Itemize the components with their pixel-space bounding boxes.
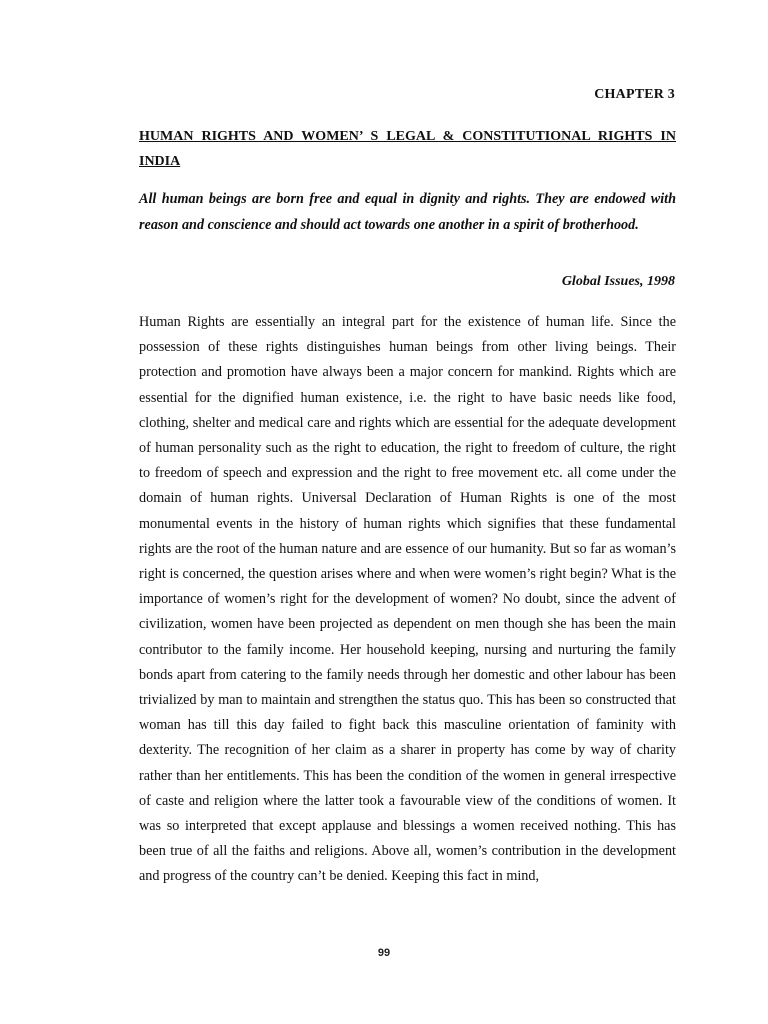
chapter-heading: HUMAN RIGHTS AND WOMEN’ S LEGAL & CONSTITUTIONAL RIGHTS IN INDIA (139, 129, 676, 169)
epigraph-quote: All human beings are born free and equal in dignity and rights. They are endowed with reason and conscience and should act towards one another in a spirit of brotherhood. (139, 191, 676, 233)
chapter-label: CHAPTER 3 (594, 87, 675, 102)
body-paragraph: Human Rights are essentially an integral part for the existence of human life. Since the possession of these rights distinguishes human beings from other living beings. Their protection and promotion have always been a major concern for mankind. Rights which are essential for the dignified human existence, i.e. the right to have basic needs like food, clothing, shelter and medical care and rights which are essential for the adequate development of human personality such as the right to education, the right to freedom of culture, the right to freedom of speech and expression and the right to free movement etc. all come under the domain of human rights. Universal Declaration of Human Rights is one of the most monumental events in the history of human rights which signifies that these fundamental rights are the root of the human nature and are essence of our humanity. But so far as woman’s right is concerned, the question arises where and when were women’s right begin? What is the importance of women’s right for the development of women? No doubt, since the advent of civilization, women have been projected as dependent on men though she has been the main contributor to the family income. Her household keeping, nursing and nurturing the family bonds apart from catering to the family needs through her domestic and other labour has been trivialized by man to maintain and strengthen the status quo. This has been so constructed that woman has till this day failed to fight back this masculine orientation of faminity with dexterity. The recognition of her claim as a sharer in property has come by way of charity rather than her entitlements. This has been the condition of the women in general irrespective of caste and religion where the latter took a favourable view of the conditions of women. It was so interpreted that except applause and blessings a women received nothing. This has been true of all the faiths and religions. Above all, women’s contribution in the development and progress of the country can’t be denied. Keeping this fact in mind, (139, 314, 676, 885)
page-number: 99 (377, 947, 391, 959)
epigraph-source: Global Issues, 1998 (561, 274, 675, 289)
